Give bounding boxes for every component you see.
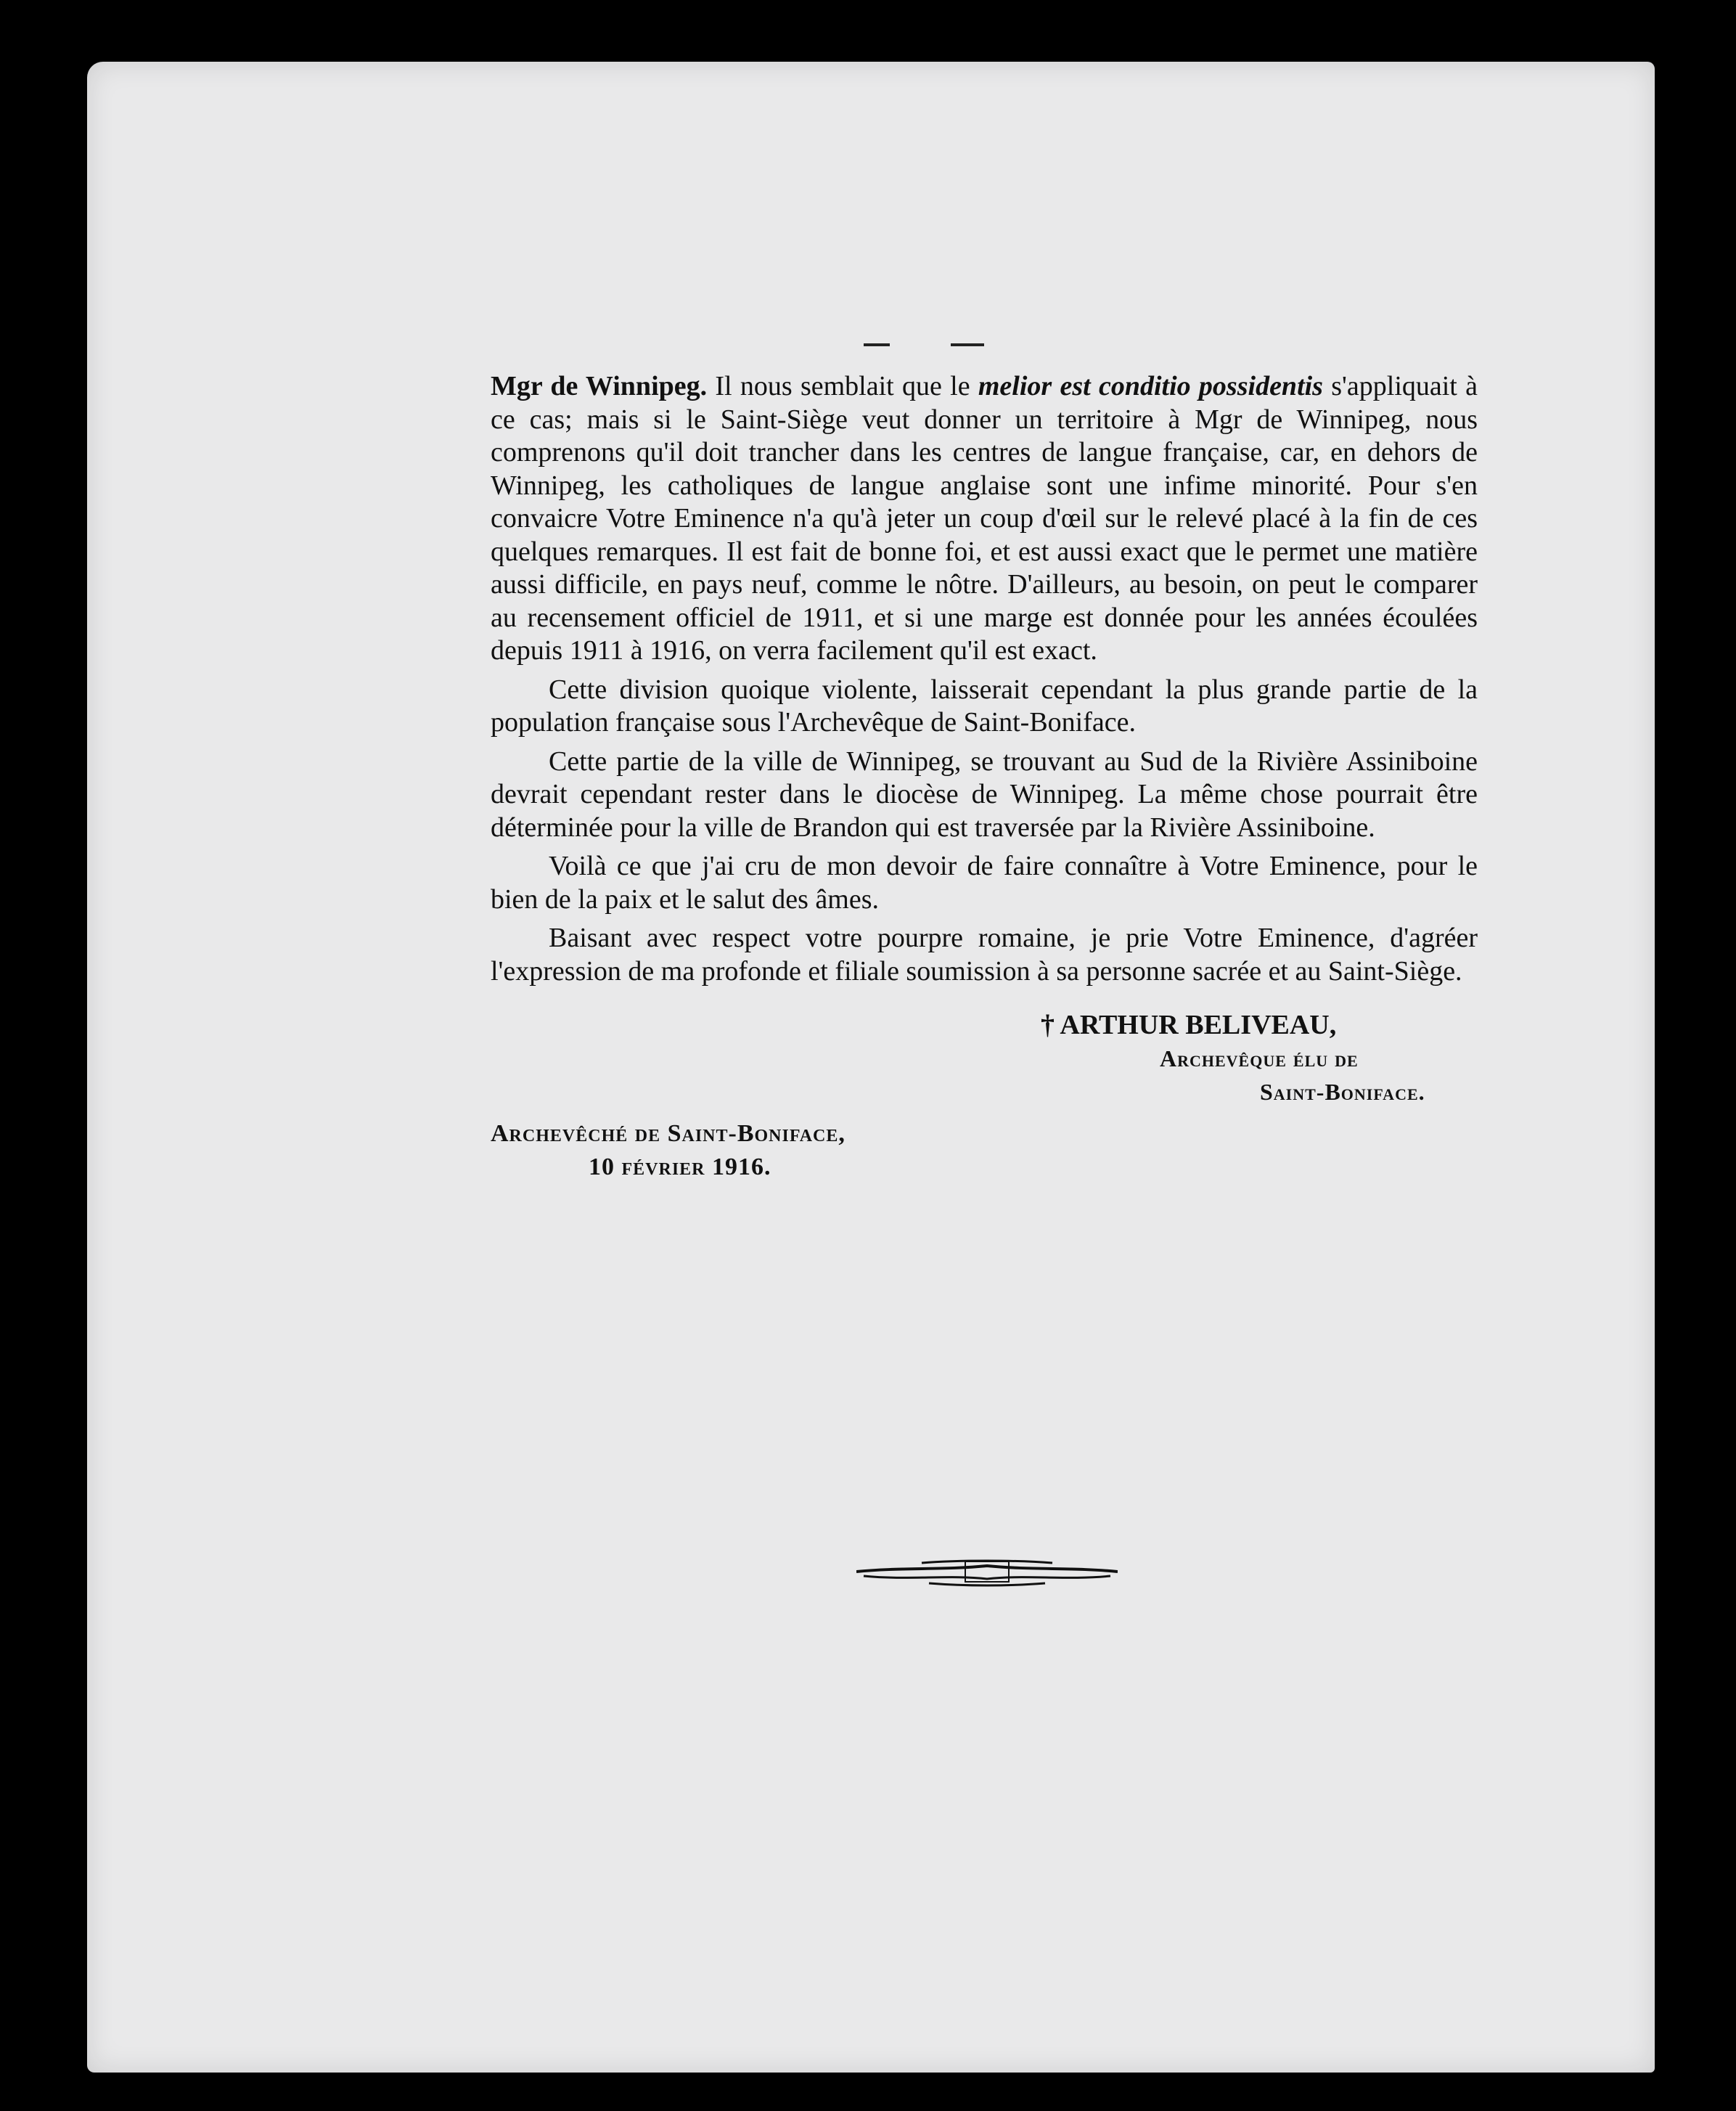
paragraph-1 bbox=[491, 370, 1478, 668]
latin-phrase: melior est conditio possidentis bbox=[978, 371, 1323, 401]
header-ornament bbox=[864, 343, 987, 348]
paragraph-2: Cette division quoique violente, laisserait cependant la plus grande partie de la population française sous l'Archevêque de Saint-Boniface. bbox=[491, 674, 1478, 738]
paragraph-4: Voilà ce que j'ai cru de mon devoir de faire connaître à Votre Eminence, pour le bien de la paix et le salut des âmes. bbox=[491, 851, 1478, 915]
paragraph-1-lead: Mgr de Winnipeg. bbox=[491, 371, 708, 401]
signature-title-line2: Saint-Boniface. bbox=[1260, 1079, 1425, 1105]
paragraph-1-text-b: s'appliquait à ce cas; mais si le Saint-Siège veut donner un territoire à Mgr de Winnipeg, nous comprenons qu'il doit trancher dans les centres de langue française, car, en dehors de Winnipeg, les catholiques de langue anglaise sont une infime minorité. Pour s'en convaicre Votre Eminence n'a qu'à jeter un coup d'œil sur le relevé placé à la fin de ces quelques remarques. Il est fait de bonne foi, et est aussi exact que le permet une matière aussi difficile, en pays neuf, comme le nôtre. D'ailleurs, au besoin, on peut le comparer au recensement officiel de 1911, et si une marge est donnée pour les années écoulées depuis 1911 à 1916, on verra facilement qu'il est exact. bbox=[491, 371, 1478, 666]
signature-block bbox=[491, 1008, 1478, 1190]
dateline-date: 10 février 1916. bbox=[589, 1154, 771, 1180]
letter-body bbox=[491, 370, 1478, 1190]
dateline-place: Archevêché de Saint-Boniface, bbox=[491, 1120, 846, 1147]
paragraph-1-text-a: Il nous semblait que le bbox=[707, 371, 978, 401]
signature-title-line1: Archevêque élu de bbox=[1160, 1045, 1359, 1071]
closing-ornament bbox=[856, 1556, 1118, 1588]
paragraph-3: Cette partie de la ville de Winnipeg, se trouvant au Sud de la Rivière Assiniboine devrait cependant rester dans le diocèse de Winnipeg. La même chose pourrait être déterminée pour la ville de Brandon qui est traversée par la Rivière Assiniboine. bbox=[491, 746, 1478, 843]
signature-name: † ARTHUR BELIVEAU, bbox=[1041, 1010, 1337, 1040]
paragraph-5: Baisant avec respect votre pourpre romaine, je prie Votre Eminence, d'agréer l'expression de ma profonde et filiale soumission à sa personne sacrée et au Saint-Siège. bbox=[491, 923, 1478, 987]
document-page bbox=[87, 62, 1655, 2073]
